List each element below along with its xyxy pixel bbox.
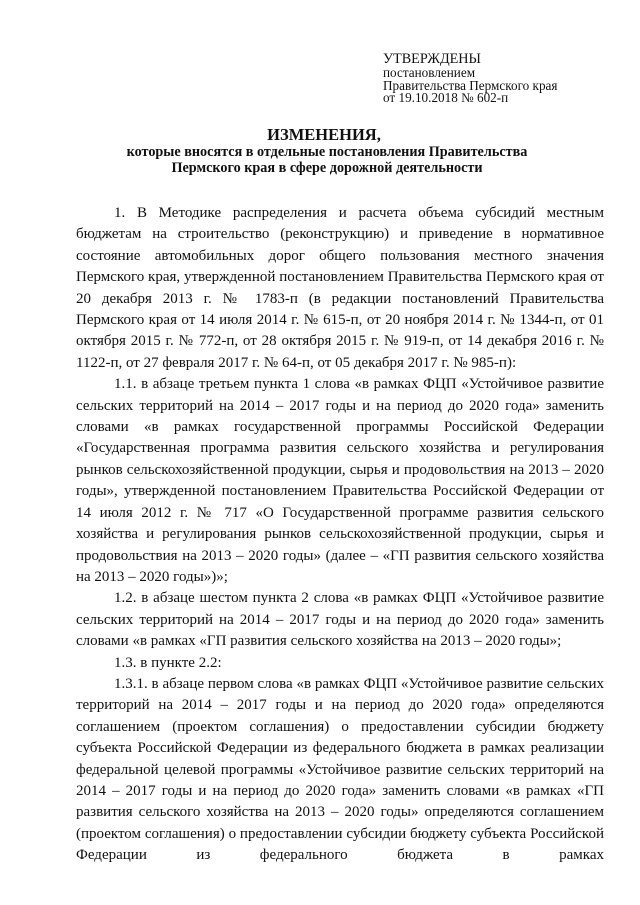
approval-line-2: Правительства Пермского края — [383, 77, 558, 93]
approval-line-1: постановлением — [383, 65, 476, 80]
approval-heading: УТВЕРЖДЕНЫ — [383, 51, 481, 67]
title-subline-1: которые вносятся в отдельные постановления Правительства — [126, 144, 528, 160]
paragraph-1-3: 1.3. в пункте 2.2: — [114, 654, 222, 671]
paragraph-1-1: 1.1. в абзаце третьем пункта 1 слова «в рамках ФЦП «Устойчивое развитие сельских территорий на 2014 – 2017 годы и на период до 2020 года» заменить словами «в рамках государственной программы Российской Федерации «Государственная программа развития сельского хозяйства и регулирования рынков сельскохозяйственной продукции, сырья и продовольствия на 2013 – 2020 годы», утвержденной постановлением Правительства Российской Федерации от 14 июля 2012 г. № 717 «О Государственной программе развития сельского хозяйства и регулирования рынков сельскохозяйственной продукции, сырья и продовольствия на 2013 – 2020 годы» (далее – «ГП развития сельского хозяйства на 2013 – 2020 годы»)»; — [76, 376, 604, 585]
title-main: ИЗМЕНЕНИЯ, — [267, 125, 381, 144]
approval-line-3: от 19.10.2018 № 602-п — [383, 90, 509, 105]
approval-stamp — [383, 52, 557, 105]
paragraph-1-3-1: 1.3.1. в абзаце первом слова «в рамках ФЦП «Устойчивое развитие сельских территорий на 2014 – 2017 годы и на период до 2020 года» определяются соглашением (проектом соглашения) о предоставлении субсидии бюджету субъекта Российской Федерации из федерального бюджета в рамках реализации федеральной целевой программы «Устойчивое развитие сельских территорий на 2014 – 2017 годы и на период до 2020 года» заменить словами «в рамках «ГП развития сельского хозяйства на 2013 – 2020 годы» определяются соглашением (проектом соглашения) о предоставлении субсидии бюджету субъекта Российской Федерации из федерального бюджета в рамках — [76, 675, 604, 864]
document-body — [76, 203, 604, 867]
title-subline-2: Пермского края в сфере дорожной деятельности — [171, 159, 483, 176]
document-title — [0, 125, 640, 176]
paragraph-1: 1. В Методике распределения и расчета объема субсидий местным бюджетам на строительство (реконструкцию) и приведение в нормативное состояние автомобильных дорог общего пользования местного значения Пермского края, утвержденной постановлением Правительства Пермского края от 20 декабря 2013 г. № 1783-п (в редакции постановлений Правительства Пермского края от 14 июля 2014 г. № 615-п, от 20 ноября 2014 г. № 1344-п, от 01 октября 2015 г. № 772-п, от 28 октября 2015 г. № 919-п, от 14 декабря 2016 г. № 1122-п, от 27 февраля 2017 г. № 64-п, от 05 декабря 2017 г. № 985-п): — [76, 205, 604, 371]
paragraph-1-2: 1.2. в абзаце шестом пункта 2 слова «в рамках ФЦП «Устойчивое развитие сельских территорий на 2014 – 2017 годы и на период до 2020 года» заменить словами «в рамках «ГП развития сельского хозяйства на 2013 – 2020 годы»; — [76, 590, 604, 650]
